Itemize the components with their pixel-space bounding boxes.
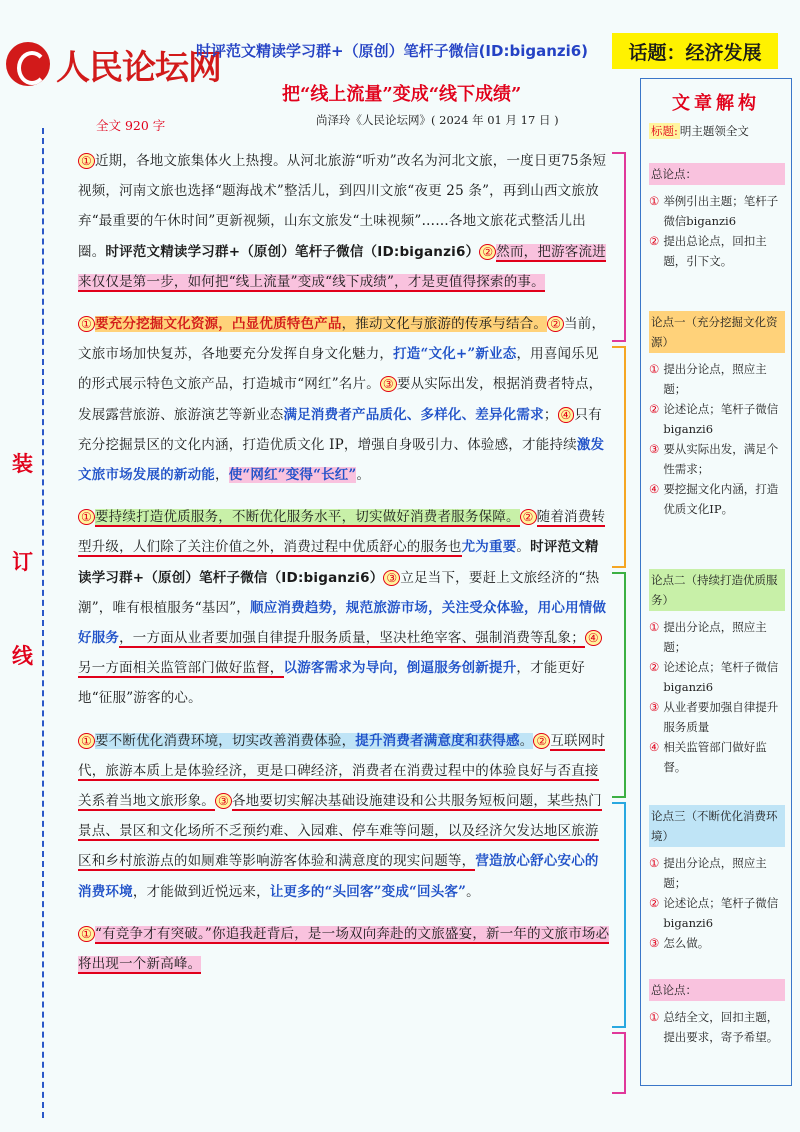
item-text: 提出分论点，照应主题；	[663, 620, 767, 654]
item-number: ④	[649, 482, 660, 496]
sentence: ，才能更好地“征服”游客的心。	[78, 660, 585, 707]
section-item	[649, 231, 785, 271]
item-number: ③	[649, 936, 660, 950]
item-text: 从业者要加强自律提升服务质量	[663, 700, 779, 734]
sentence: 随着消费转型升级，人们除了关注价值之外，消费过程中优质舒心的服务也	[78, 509, 606, 556]
paragraph-point-1	[78, 309, 612, 490]
keyword: 提升消费者满意度和获得感	[355, 732, 520, 749]
binding-char: 线	[12, 643, 33, 668]
section-head: 论点二（持续打造优质服务）	[649, 569, 785, 611]
sentence: 要从实际出发，根据消费者特点，发展露营旅游、旅游演艺等新业态	[78, 376, 603, 423]
sentence: 近期，各地文旅集体火上热搜。从河北旅游“听劝”改名为河北文旅，一度日更75条短视频，河南文旅也选择“题海战术”整活儿，到四川文旅“夜更 25 条”，再到山西文旅放弃“最重要的午休时间”更新视频，山东文旅发“土味视频”……各地文旅花式整活儿出圈。	[78, 153, 607, 260]
section-head: 总论点：	[649, 979, 785, 1001]
section-item	[649, 697, 785, 737]
panel-section-conclusion	[649, 979, 785, 1047]
item-text: 要从实际出发，满足个性需求；	[663, 442, 779, 476]
item-text: 相关监管部门做好监督。	[663, 740, 767, 774]
item-number: ④	[649, 740, 660, 754]
sentence-number: ②	[533, 733, 550, 749]
item-number: ①	[649, 194, 660, 208]
sentence-number: ④	[585, 630, 602, 646]
point-sentence: 要不断优化消费环境，切实改善消费体验，	[94, 732, 356, 749]
item-text: 要挖掘文化内涵，打造优质文化IP。	[663, 482, 779, 516]
section-item	[649, 1007, 785, 1047]
sentence-number: ①	[78, 733, 95, 749]
section-item	[649, 853, 785, 893]
keyword: 以游客需求为导向，倒逼服务创新提升	[283, 660, 517, 677]
item-number: ①	[649, 362, 660, 376]
item-number: ①	[649, 620, 660, 634]
panel-section-title	[649, 121, 785, 141]
sentence: 。	[519, 732, 534, 749]
section-item	[649, 439, 785, 479]
section-head: 论点三（不断优化消费环境）	[649, 805, 785, 847]
paragraph-bracket	[612, 802, 626, 1028]
item-number: ②	[649, 660, 660, 674]
point-sentence: 要充分挖掘文化资源，凸显优质特色产品	[94, 316, 342, 333]
structure-panel	[640, 78, 792, 1086]
binding-char: 装	[12, 451, 33, 476]
sentence-number: ③	[380, 376, 397, 392]
sentence: ，才能做到近悦远来，	[132, 883, 270, 900]
item-text: 提出分论点，照应主题；	[663, 856, 767, 890]
sentence-number: ①	[78, 316, 95, 332]
sentence: 。	[516, 539, 531, 556]
paragraph-conclusion	[78, 919, 612, 979]
article-title: 把“线上流量”变成“线下成绩”	[282, 84, 522, 105]
paragraph-point-3	[78, 726, 612, 907]
topic-badge: 话题：经济发展	[612, 33, 778, 69]
point-sentence: 要持续打造优质服务，不断优化服务水平，切实做好消费者服务保障。	[94, 509, 520, 526]
section-head: 总论点：	[649, 163, 785, 185]
sentence-number: ②	[547, 316, 564, 332]
logo-text: 人民论坛网	[56, 47, 221, 88]
panel-section-overall	[649, 163, 785, 271]
section-item	[649, 617, 785, 657]
sentence: 。	[466, 883, 480, 900]
item-text: 论述论点；笔杆子微信 biganzi6	[663, 896, 779, 930]
logo-mark-icon	[6, 42, 50, 86]
item-number: ①	[649, 1010, 660, 1024]
keyword: 满足消费者产品质化、多样化、差异化需求	[283, 406, 544, 423]
sentence-number: ②	[479, 244, 496, 260]
sentence: 只有充分挖掘景区的文化内涵，打造优质文化 IP，增强自身吸引力、体验感，才能持续	[78, 406, 602, 453]
sentence: 。	[356, 467, 371, 484]
keyword: 顺应消费趋势，规范旅游市场，关注受众体验，用心用情做好服务	[78, 599, 607, 647]
ad-text: 时评范文精读学习群+（原创）笔杆子微信（ID:biganzi6）	[105, 243, 480, 260]
panel-section-point-3	[649, 805, 785, 953]
thesis-sentence: 然而，把游客流进来仅仅是第一步，如何把“线上流量”变成“线下成绩”，才是更值得探索的事。	[78, 243, 606, 290]
sentence-number: ③	[215, 793, 232, 809]
sentence: 立足当下，要赶上文旅经济的“热潮”，唯有根植服务“基因”，	[78, 569, 600, 616]
article-body	[78, 146, 612, 979]
sentence-number: ④	[558, 407, 575, 423]
sentence-number: ③	[383, 570, 400, 586]
sentence-number: ①	[78, 153, 95, 169]
item-text: 提出分论点，照应主题；	[663, 362, 767, 396]
section-item	[649, 399, 785, 439]
keyword: 营造放心舒心安心的消费环境	[78, 853, 599, 900]
item-number: ②	[649, 402, 660, 416]
item-number: ②	[649, 234, 660, 248]
panel-section-point-2	[649, 569, 785, 777]
sentence: “有竞争才有突破。”你追我赶背后，是一场双向奔赴的文旅盛宴，新一年的文旅市场必将出现一个新高峰。	[78, 925, 610, 973]
section-item	[649, 933, 785, 953]
group-title: 时评范文精读学习群+（原创）笔杆子微信(ID:biganzi6)	[196, 42, 589, 60]
paragraph-bracket	[612, 152, 626, 342]
paragraph-bracket	[612, 346, 626, 568]
ad-text: 时评范文精读学习群+（原创）笔杆子微信（ID:biganzi6）	[78, 539, 599, 586]
sentence: ，	[215, 467, 229, 484]
item-text: 怎么做。	[663, 936, 710, 950]
panel-section-point-1	[649, 311, 785, 519]
paragraph-bracket	[612, 1032, 626, 1094]
keyword: 打造“文化+”新业态	[393, 346, 517, 363]
item-text: 举例引出主题；笔杆子微信biganzi6	[663, 194, 779, 228]
keyword: 激发文旅市场发展的新动能	[78, 436, 605, 484]
sentence-number: ①	[78, 509, 95, 525]
section-head: 论点一（充分挖掘文化资源）	[649, 311, 785, 353]
sentence: ，推动文化与旅游的传承与结合。	[341, 316, 548, 333]
sentence: 另一方面相关监管部门做好监督，	[78, 660, 284, 677]
section-item	[649, 657, 785, 697]
sentence-number: ①	[78, 926, 95, 942]
item-number: ③	[649, 700, 660, 714]
word-count: 全文 920 字	[96, 118, 166, 133]
paragraph-point-2	[78, 502, 612, 713]
section-item	[649, 737, 785, 777]
sentence-number: ②	[520, 509, 537, 525]
paragraph-bracket	[612, 572, 626, 798]
byline: 尚泽玲《人民论坛网》( 2024 年 01 月 17 日 )	[316, 113, 559, 127]
keyword: 尤为重要	[461, 539, 517, 556]
sentence: 互联网时代，旅游本质上是体验经济，更是口碑经济，消费者在消费过程中的体验良好与否直接关系着当地文旅形象。	[78, 732, 606, 810]
item-number: ①	[649, 856, 660, 870]
sentence: ，一方面从业者要加强自律提升服务质量，坚决杜绝宰客、强制消费等乱象；	[119, 630, 585, 647]
item-number: ②	[649, 896, 660, 910]
item-text: 提出总论点，回扣主题，引下文。	[663, 234, 767, 268]
section-item	[649, 359, 785, 399]
section-item	[649, 191, 785, 231]
item-text: 总结全文，回扣主题，提出要求，寄予希望。	[663, 1010, 779, 1044]
sentence: ；	[543, 406, 558, 423]
item-text: 论述论点；笔杆子微信 biganzi6	[663, 402, 779, 436]
keyword: 让更多的“头回客”变成“回头客”	[269, 883, 467, 900]
section-text: 明主题领全文	[679, 124, 749, 138]
paragraph-intro	[78, 146, 612, 297]
binding-char: 订	[12, 549, 33, 574]
panel-title: 文章解构	[672, 93, 760, 114]
binding-dashed-line	[42, 128, 44, 1118]
sentence: ，用喜闻乐见的形式展示特色文旅产品，打造城市“网红”名片。	[78, 346, 599, 393]
item-text: 论述论点；笔杆子微信 biganzi6	[663, 660, 779, 694]
section-tag: 标题:	[651, 124, 678, 138]
sentence: 当前，文旅市场加快复苏，各地要充分发挥自身文化魅力，	[78, 316, 606, 363]
sentence: 各地要切实解决基础设施建设和公共服务短板问题，某些热门景点、景区和文化场所不乏预约难、入园难、停车难等问题，以及经济欠发达地区旅游区和乡村旅游点的如厕难等影响游客体验和满意度的现实问题等，	[78, 793, 602, 870]
item-number: ③	[649, 442, 660, 456]
section-item	[649, 479, 785, 519]
section-item	[649, 893, 785, 933]
keyword: 使“网红”变得“长红”	[228, 467, 357, 484]
